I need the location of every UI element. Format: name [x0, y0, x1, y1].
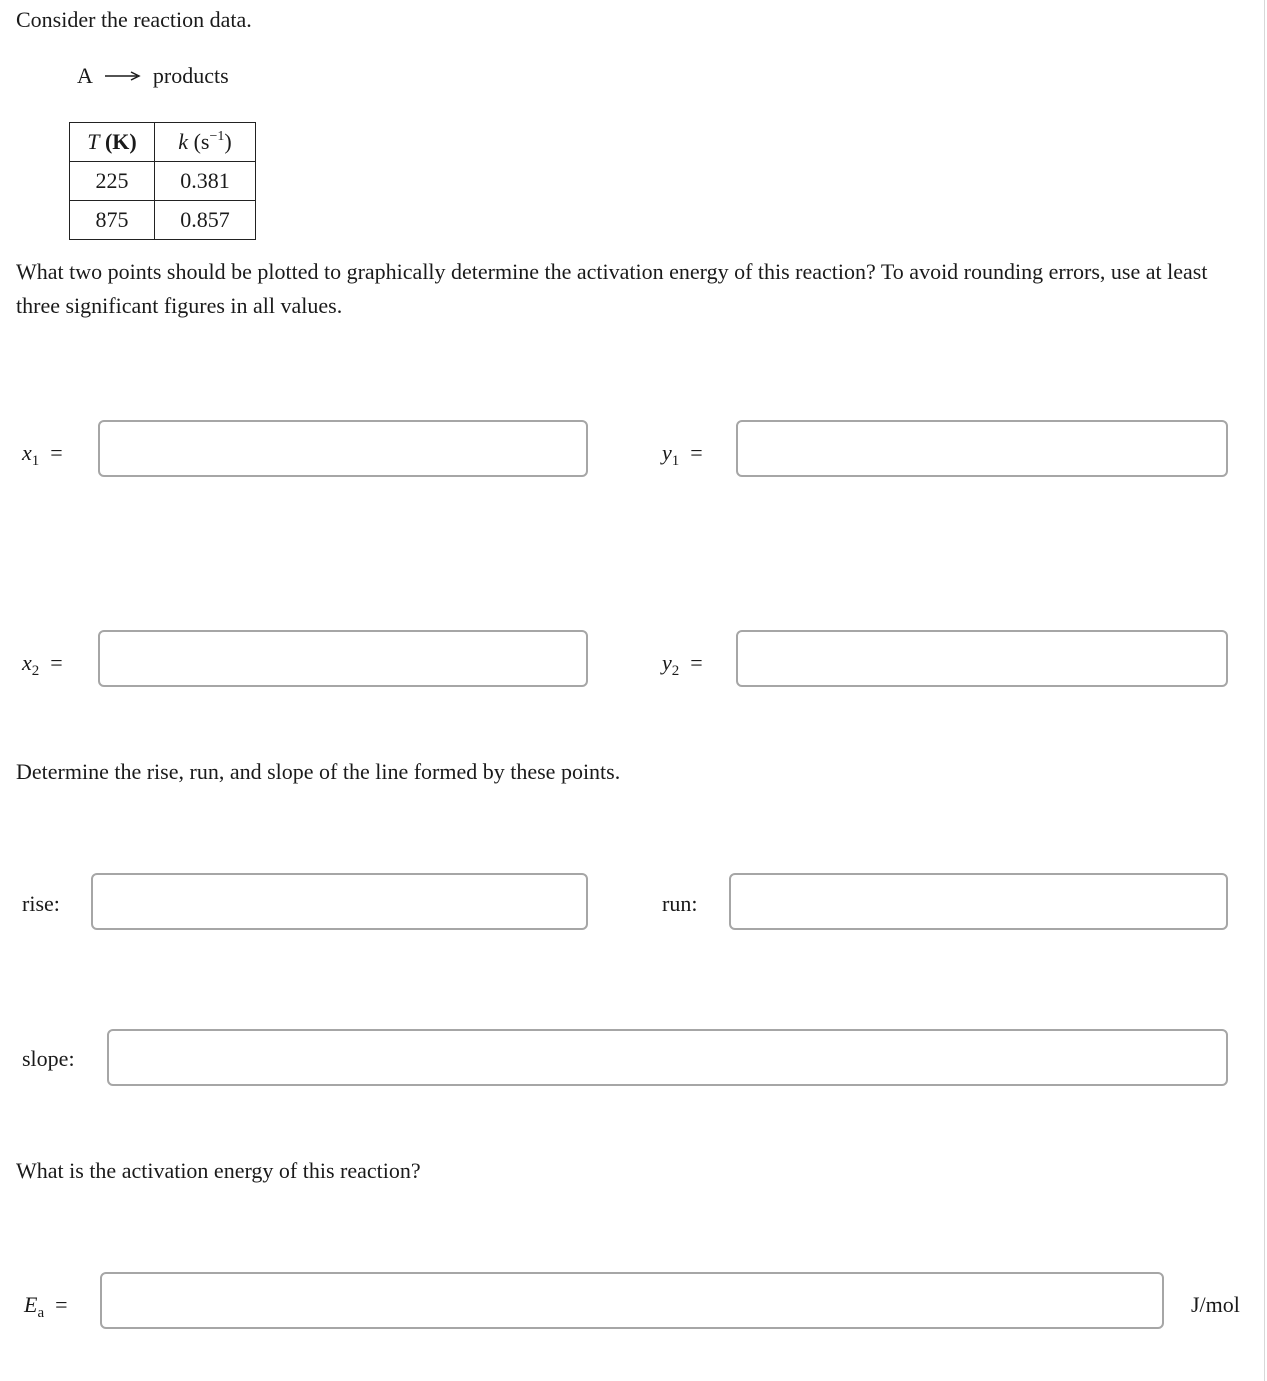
table-cell: 225 — [70, 162, 155, 201]
table-cell: 0.857 — [155, 201, 256, 240]
slope-input[interactable] — [107, 1029, 1228, 1086]
question-points: What two points should be plotted to graphically determine the activation energy of this reaction? To avoid rounding errors, use at least three significant figures in all values. — [16, 259, 1208, 318]
rise-input[interactable] — [91, 873, 588, 930]
right-border-line — [1264, 0, 1265, 1381]
table-header-temperature: T (K) — [70, 123, 155, 162]
y2-label: $y_2$ = — [662, 650, 703, 679]
y1-input[interactable] — [736, 420, 1228, 477]
ea-input[interactable] — [100, 1272, 1164, 1329]
question-activation-energy: What is the activation energy of this reaction? — [16, 1158, 421, 1183]
table-header-row — [70, 123, 256, 162]
rise-label: rise: — [22, 891, 60, 916]
data-table — [69, 122, 256, 240]
x1-label: $x_1$ = — [22, 440, 63, 469]
table-row — [70, 162, 256, 201]
table-header-rate-constant: k $(s^{-1})$ — [155, 123, 256, 162]
table-row — [70, 201, 256, 240]
x2-input[interactable] — [98, 630, 588, 687]
y1-label: $y_1$ = — [662, 440, 703, 469]
x1-input[interactable] — [98, 420, 588, 477]
ea-label: $E_a$ = — [24, 1292, 68, 1321]
reactant: A — [77, 63, 93, 88]
x2-label: $x_2$ = — [22, 650, 63, 679]
intro-text: Consider the reaction data. — [16, 7, 252, 32]
y2-input[interactable] — [736, 630, 1228, 687]
reaction-equation — [77, 63, 229, 89]
run-input[interactable] — [729, 873, 1228, 930]
table-cell: 875 — [70, 201, 155, 240]
run-label: run: — [662, 891, 698, 916]
slope-label: slope: — [22, 1046, 75, 1071]
product: products — [152, 63, 229, 88]
table-cell: 0.381 — [155, 162, 256, 201]
right-arrow-icon — [105, 70, 141, 82]
question-slope: Determine the rise, run, and slope of the line formed by these points. — [16, 759, 621, 784]
ea-unit: J/mol — [1191, 1292, 1240, 1317]
